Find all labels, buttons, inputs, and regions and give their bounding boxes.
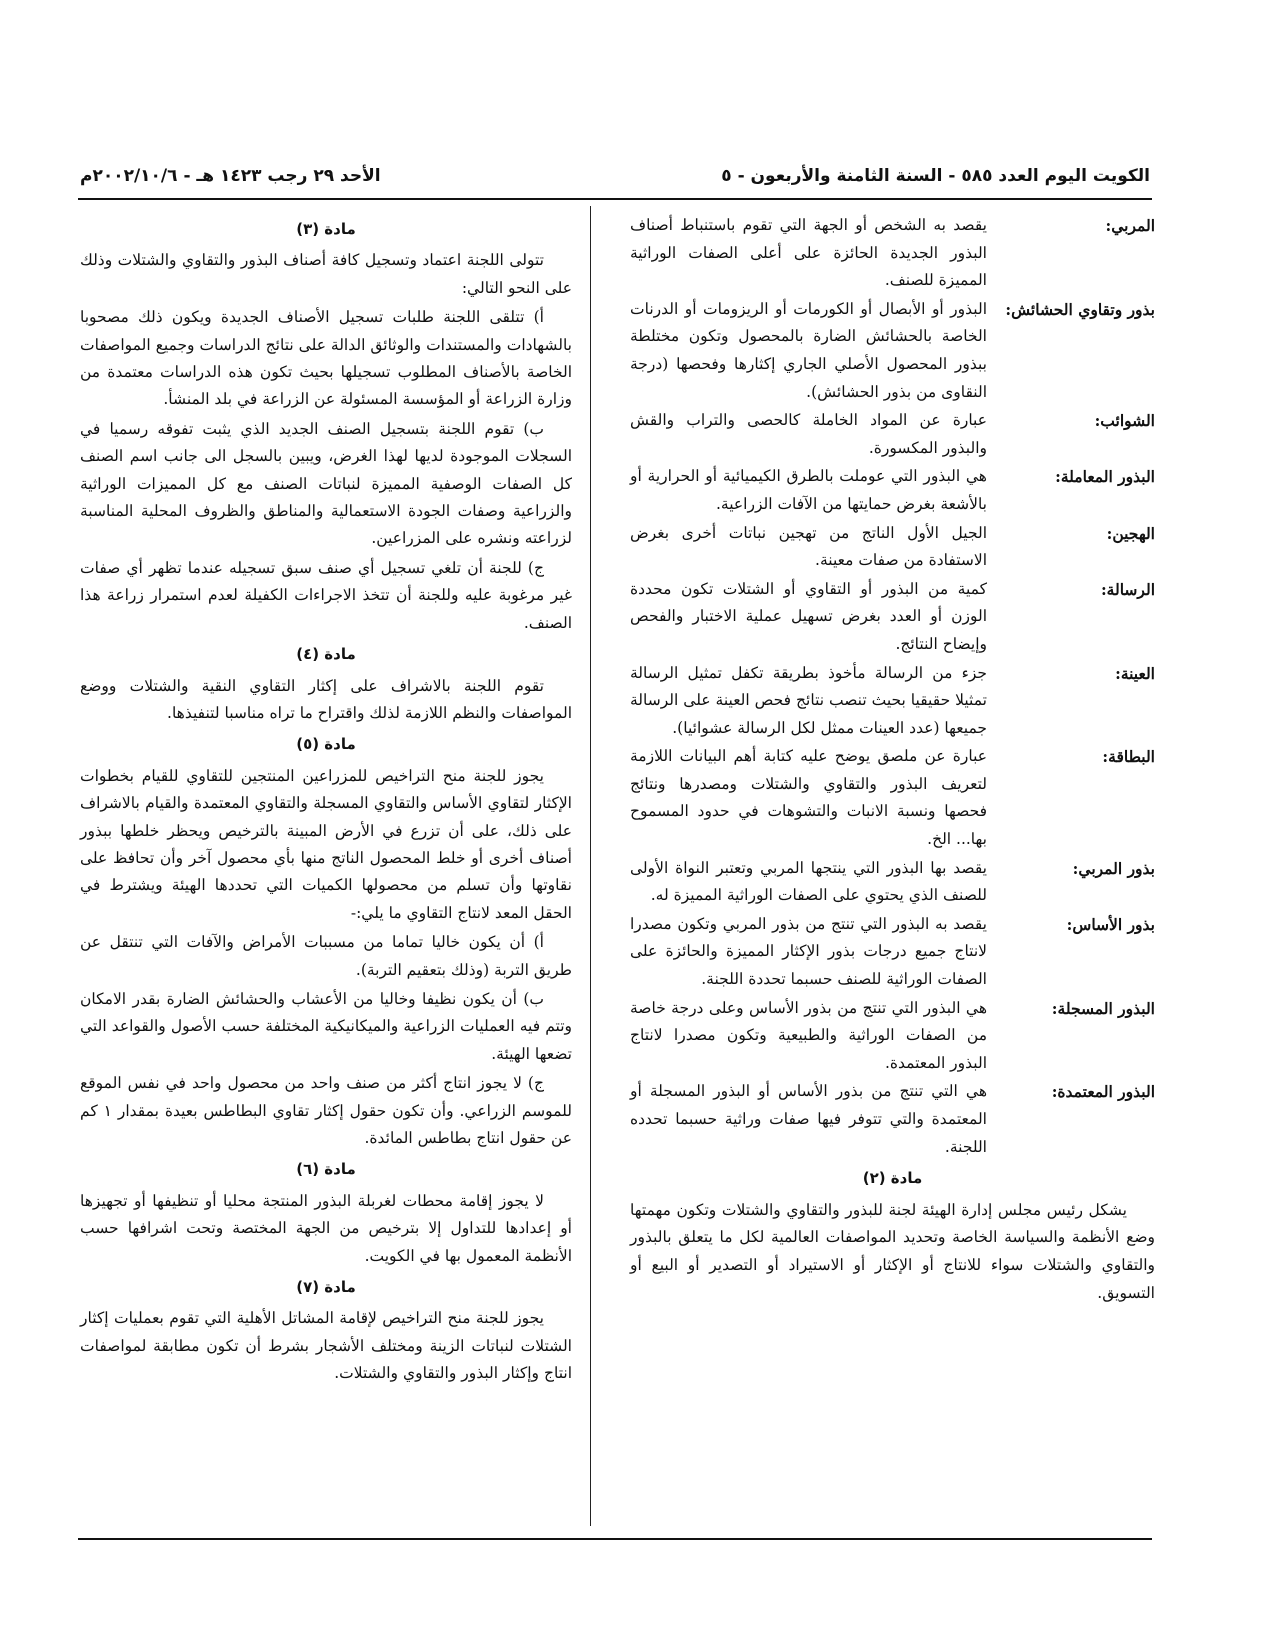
article-4-text: تقوم اللجنة بالاشراف على إكثار التقاوي النقية والشتلات ووضع المواصفات والنظم اللازمة لذلك واقتراح ما تراه مناسبا لتنفيذها.	[80, 676, 572, 722]
definition-term: البطاقة:	[1102, 747, 1155, 767]
definition-item	[630, 1078, 1155, 1161]
article-5-title: مادة (٥)	[296, 735, 356, 754]
definition-text: يقصد بها البذور التي ينتجها المربي وتعتبر النواة الأولى للصنف الذي يحتوي على الصفات الوراثية المميزة له.	[630, 858, 987, 905]
left-column	[80, 212, 572, 1390]
definition-item	[630, 995, 1155, 1078]
article-5-item-b: ب) أن يكون نظيفا وخاليا من الأعشاب والحشائش الضارة بقدر الامكان وتتم فيه العمليات الزراعية والميكانيكية المختلفة حسب الأصول والقواعد التي تضعها الهيئة.	[80, 989, 572, 1063]
definition-term: بذور الأساس:	[1066, 914, 1155, 934]
definition-item	[630, 212, 1155, 295]
article-7-title: مادة (٧)	[296, 1278, 356, 1297]
definition-text: هي البذور التي تنتج من بذور الأساس وعلى درجة خاصة من الصفات الوراثية والطبيعية وتكون مصدرا لانتاج البذور المعتمدة.	[630, 998, 987, 1072]
definition-text: الجيل الأول الناتج من تهجين نباتات أخرى بغرض الاستفادة من صفات معينة.	[630, 523, 987, 570]
article-3-title: مادة (٣)	[296, 220, 356, 238]
article-5-item-c: ج) لا يجوز انتاج أكثر من صنف واحد من محصول واحد في نفس الموقع للموسم الزراعي. وأن تكون حقول إكثار تقاوي البطاطس بعيدة بمقدار ١ كم عن حقول انتاج بطاطس المائدة.	[80, 1074, 572, 1147]
definition-text: هي البذور التي عوملت بالطرق الكيميائية أو الحرارية أو بالأشعة بغرض حمايتها من الآفات الزراعية.	[630, 467, 987, 513]
definition-term: الهجين:	[1106, 523, 1155, 543]
definition-term: العينة:	[1115, 663, 1155, 683]
definition-text: البذور أو الأبصال أو الكورمات أو الريزومات أو الدرنات الخاصة بالحشائش الضارة بالمحصول وتكون مختلطة ببذور المحصول الأصلي الجاري إكثارها وفحصها (درجة النقاوى من بذور الحشائش).	[630, 299, 987, 401]
article-3	[80, 216, 572, 637]
definition-item	[630, 463, 1155, 518]
column-divider	[590, 206, 591, 1526]
definition-item	[630, 743, 1155, 853]
definition-text: يقصد به البذور التي تنتج من بذور المربي وتكون مصدرا لانتاج جميع درجات بذور الإكثار المميزة والحائزة على الصفات الوراثية للصنف حسبما تحددة اللجنة.	[630, 914, 987, 989]
article-5-intro: يجوز للجنة منح التراخيص للمزراعين المنتجين للتقاوي للقيام بخطوات الإكثار لتقاوي الأساس والتقاوي المسجلة والتقاوي المعتمدة والقيام بالاشراف على ذلك، على أن تزرع في الأرض المبينة بالترخيص ويحظر خلطها ببذور أصناف أخرى أو خلط المحصول الناتج منها بأي محصول آخر وأن تحافظ على نقاوتها وأن تسلم من محصولها الكميات التي تحددها الهيئة ويشترط في الحقل المعد لانتاج التقاوي ما يلي:-	[80, 766, 572, 922]
article-6	[80, 1156, 572, 1270]
page-header	[80, 166, 1150, 194]
article-3-item-b: ب) تقوم اللجنة بتسجيل الصنف الجديد الذي يثبت تفوقه رسميا في السجلات الموجودة لديها لهذا الغرض، ويبين بالسجل الى جانب اسم الصنف كل الصفات الوصفية المميزة لنباتات الصنف مع كل المميزات الوراثية والزراعية وصفات الجودة الاستعمالية والمناطق والظروف المحلية المناسبة لزراعته ونشره على المزراعين.	[80, 419, 572, 548]
definition-term: الشوائب:	[1094, 411, 1155, 431]
article-5-item-a: أ) أن يكون خاليا تماما من مسببات الأمراض والآفات التي تنتقل عن طريق التربة (وذلك بتعقيم التربة).	[80, 933, 572, 979]
definition-text: جزء من الرسالة مأخوذ بطريقة تكفل تمثيل الرسالة تمثيلا حقيقيا بحيث تنصب نتائج فحص العينة على الرسالة جميعها (عدد العينات ممثل لكل الرسالة عشوائيا).	[630, 663, 987, 737]
definition-text: كمية من البذور أو التقاوي أو الشتلات تكون محددة الوزن أو العدد بغرض تسهيل عملية الاختبار والفحص وإيضاح النتائج.	[630, 579, 987, 653]
definition-term: البذور المعتمدة:	[1051, 1082, 1155, 1102]
definition-text: عبارة عن المواد الخاملة كالحصى والتراب والقش والبذور المكسورة.	[630, 411, 987, 457]
definition-item	[630, 660, 1155, 743]
definition-term: بذور وتقاوي الحشائش:	[1005, 299, 1155, 319]
definition-text: يقصد به الشخص أو الجهة التي تقوم باستنباط أصناف البذور الجديدة الحائزة على أعلى الصفات الوراثية المميزة للصنف.	[630, 216, 987, 290]
article-2-title: مادة (٢)	[862, 1169, 923, 1188]
header-rule	[78, 198, 1152, 200]
definition-term: الرسالة:	[1100, 579, 1155, 599]
definition-item	[630, 296, 1155, 406]
article-2	[630, 1165, 1155, 1307]
article-6-text: لا يجوز إقامة محطات لغربلة البذور المنتجة محليا أو تنظيفها أو تجهيزها أو إعدادها للتداول إلا بترخيص من الجهة المختصة وتحت اشرافها حسب الأنظمة المعمول بها في الكويت.	[80, 1191, 572, 1265]
definitions-list	[630, 212, 1155, 1161]
article-6-title: مادة (٦)	[296, 1160, 356, 1179]
definition-item	[630, 407, 1155, 462]
article-3-item-a: أ) تتلقى اللجنة طلبات تسجيل الأصناف الجديدة ويكون ذلك مصحوبا بالشهادات والمستندات والوثائق الدالة على نتائج الدراسات وجميع المواصفات الخاصة بالأصناف المطلوب تسجيلها بحيث تكون هذه الدراسات معتمدة من وزارة الزراعة أو المؤسسة المسئولة عن الزراعة في بلد المنشأ.	[80, 308, 572, 409]
definition-term: بذور المربي:	[1072, 858, 1155, 878]
definition-item	[630, 520, 1155, 575]
article-7	[80, 1274, 572, 1388]
header-issue-info: الكويت اليوم العدد ٥٨٥ - السنة الثامنة والأربعون - ٥	[721, 166, 1150, 186]
definition-term: البذور المسجلة:	[1051, 998, 1155, 1018]
article-3-intro: تتولى اللجنة اعتماد وتسجيل كافة أصناف البذور والتقاوي والشتلات وذلك على النحو التالي:	[80, 251, 572, 297]
footer-rule	[78, 1538, 1152, 1540]
article-5	[80, 731, 572, 1152]
definition-item	[630, 576, 1155, 659]
article-3-item-c: ج) للجنة أن تلغي تسجيل أي صنف سبق تسجيله عندما تظهر أي صفات غير مرغوبة عليه وللجنة أن تتخذ الاجراءات الكفيلة لعدم استمرار زراعة هذا الصنف.	[80, 558, 572, 632]
article-4	[80, 641, 572, 727]
definition-item	[630, 855, 1155, 910]
definition-text: هي التي تنتج من بذور الأساس أو البذور المسجلة أو المعتمدة والتي تتوفر فيها صفات وراثية حسبما تحدده اللجنة.	[630, 1082, 987, 1156]
right-column	[630, 212, 1155, 1309]
definition-text: عبارة عن ملصق يوضح عليه كتابة أهم البيانات اللازمة لتعريف البذور والتقاوي والشتلات ومصدرها ونتائج فحصها ونسبة الانبات والتشوهات في حدود المسموح بها... الخ.	[630, 747, 987, 849]
definition-term: البذور المعاملة:	[1055, 467, 1155, 487]
header-date: الأحد ٢٩ رجب ١٤٢٣ هـ - ٢٠٠٢/١٠/٦م	[80, 166, 381, 186]
article-4-title: مادة (٤)	[296, 645, 356, 664]
definition-term: المربي:	[1105, 216, 1155, 235]
article-2-text: يشكل رئيس مجلس إدارة الهيئة لجنة للبذور والتقاوي والشتلات وتكون مهمتها وضع الأنظمة والسياسة الخاصة وتحديد المواصفات العالمية لكل ما يتعلق بالبذور والتقاوي والشتلات سواء للانتاج أو الإكثار أو الاستيراد أو التصدير أو البيع أو التسويق.	[630, 1200, 1155, 1302]
article-7-text: يجوز للجنة منح التراخيص لإقامة المشاتل الأهلية التي تقوم بعمليات إكثار الشتلات لنباتات الزينة ومختلف الأشجار بشرط أن تكون مطابقة لمواصفات انتاج وإكثار البذور والتقاوي والشتلات.	[80, 1309, 572, 1383]
definition-item	[630, 911, 1155, 994]
